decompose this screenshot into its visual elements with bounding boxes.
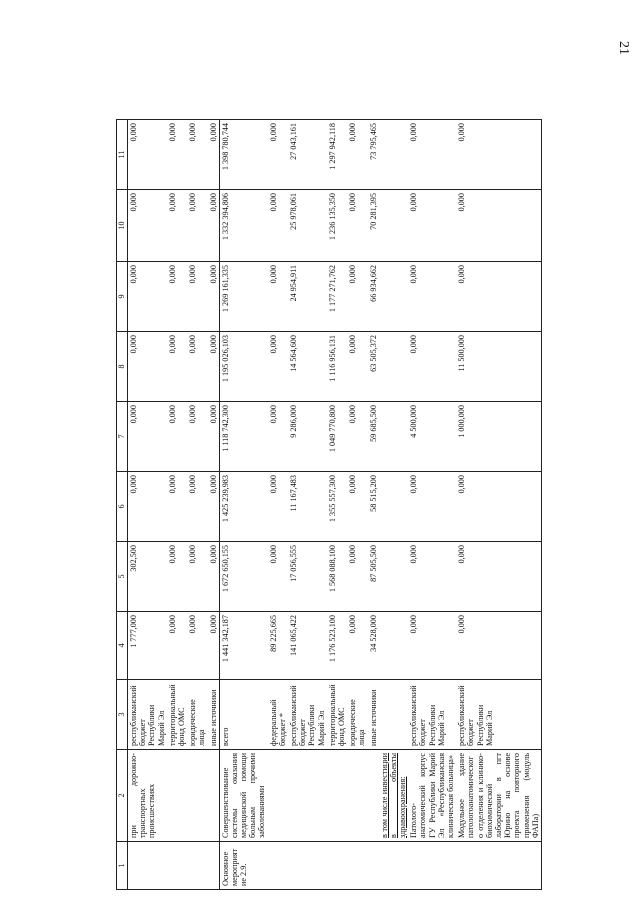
value-cell: 1 777,000 [128, 612, 167, 680]
value-cell: 0,000 [208, 402, 220, 472]
table-row [379, 120, 409, 890]
value-cell: 0,000 [408, 262, 456, 332]
value-cell: 0,000 [208, 332, 220, 402]
value-cell: 0,000 [128, 190, 167, 262]
value-cell: 0,000 [408, 120, 456, 190]
value-cell: 0,000 [408, 472, 456, 542]
table-row [187, 120, 207, 890]
value-cell: 1 425 239,983 [219, 472, 267, 542]
measure-cell [208, 842, 220, 890]
value-cell: 1 000,000 [456, 402, 541, 472]
value-cell: 9 286,000 [288, 402, 327, 472]
table-row [219, 120, 267, 890]
value-cell [379, 332, 409, 402]
measure-cell [347, 842, 367, 890]
value-cell: 0,000 [208, 612, 220, 680]
value-cell: 0,000 [268, 402, 288, 472]
value-cell: 0,000 [208, 472, 220, 542]
column-header-2: 2 [117, 750, 128, 842]
measure-cell [327, 842, 347, 890]
value-cell: 0,000 [187, 190, 207, 262]
value-cell: 0,000 [268, 472, 288, 542]
column-header-7: 7 [117, 402, 128, 472]
source-cell: иные источники [368, 680, 379, 750]
value-cell: 0,000 [347, 402, 367, 472]
value-cell: 0,000 [208, 542, 220, 612]
column-header-8: 8 [117, 332, 128, 402]
description-cell [208, 750, 220, 842]
column-header-6: 6 [117, 472, 128, 542]
value-cell: 0,000 [268, 262, 288, 332]
value-cell: 0,000 [456, 472, 541, 542]
source-cell: всего [219, 680, 267, 750]
value-cell: 1 195 026,103 [219, 332, 267, 402]
value-cell: 27 043,161 [288, 120, 327, 190]
measure-cell [268, 842, 288, 890]
value-cell: 0,000 [167, 472, 187, 542]
value-cell: 0,000 [187, 472, 207, 542]
measure-cell [128, 842, 167, 890]
value-cell [379, 542, 409, 612]
value-cell: 0,000 [408, 190, 456, 262]
value-cell: 0,000 [187, 542, 207, 612]
value-cell: 0,000 [268, 332, 288, 402]
value-cell: 0,000 [167, 262, 187, 332]
source-cell: юридические лица [187, 680, 207, 750]
value-cell: 0,000 [187, 332, 207, 402]
measure-cell [368, 842, 379, 890]
column-header-3: 3 [117, 680, 128, 750]
measure-cell [379, 842, 409, 890]
value-cell: 0,000 [268, 190, 288, 262]
value-cell: 1 049 770,800 [327, 402, 347, 472]
value-cell: 0,000 [408, 332, 456, 402]
description-cell: при дорожно-транспортных происшествиях [128, 750, 167, 842]
value-cell: 0,000 [347, 262, 367, 332]
value-cell: 24 954,911 [288, 262, 327, 332]
value-cell: 1 177 271,762 [327, 262, 347, 332]
measure-cell [187, 842, 207, 890]
value-cell: 0,000 [167, 542, 187, 612]
value-cell: 0,000 [208, 190, 220, 262]
value-cell: 0,000 [347, 542, 367, 612]
table-row [347, 120, 367, 890]
table-body [128, 120, 542, 890]
source-cell: юридические лица [347, 680, 367, 750]
table-row [208, 120, 220, 890]
source-cell: республиканский бюджет Республики Марий Эл [408, 680, 456, 750]
table-row [456, 120, 541, 890]
column-header-4: 4 [117, 612, 128, 680]
value-cell: 1 176 523,100 [327, 612, 347, 680]
value-cell: 0,000 [347, 612, 367, 680]
description-cell: в том числе инвестиции в объекты здравоохранения: [379, 750, 409, 842]
value-cell [379, 612, 409, 680]
value-cell: 63 505,372 [368, 332, 379, 402]
table-row [167, 120, 187, 890]
value-cell: 1 441 342,187 [219, 612, 267, 680]
value-cell: 0,000 [167, 402, 187, 472]
table-row [128, 120, 167, 890]
table-row [288, 120, 327, 890]
description-cell [268, 750, 288, 842]
value-cell [379, 262, 409, 332]
value-cell: 0,000 [268, 120, 288, 190]
value-cell: 87 505,500 [368, 542, 379, 612]
value-cell: 0,000 [128, 332, 167, 402]
description-cell [327, 750, 347, 842]
source-cell: территориальный фонд ОМС [167, 680, 187, 750]
column-header-10: 10 [117, 190, 128, 262]
value-cell: 1 269 161,335 [219, 262, 267, 332]
description-cell [187, 750, 207, 842]
measure-cell [288, 842, 327, 890]
value-cell: 89 225,665 [268, 612, 288, 680]
value-cell: 0,000 [347, 472, 367, 542]
value-cell: 0,000 [187, 402, 207, 472]
value-cell: 58 515,200 [368, 472, 379, 542]
description-cell: Совершенствование системы оказания медицинской помощи больным прочими заболеваниями [219, 750, 267, 842]
value-cell: 302,500 [128, 542, 167, 612]
value-cell: 0,000 [456, 190, 541, 262]
description-cell [368, 750, 379, 842]
value-cell: 1 297 942,118 [327, 120, 347, 190]
value-cell: 1 236 135,350 [327, 190, 347, 262]
value-cell: 0,000 [128, 472, 167, 542]
value-cell: 11 167,483 [288, 472, 327, 542]
description-cell [347, 750, 367, 842]
value-cell: 0,000 [408, 542, 456, 612]
value-cell: 0,000 [167, 120, 187, 190]
value-cell: 0,000 [456, 262, 541, 332]
column-header-11: 11 [117, 120, 128, 190]
value-cell: 0,000 [187, 120, 207, 190]
description-cell: Патолого-анатомический корпус ГУ Республики Марий Эл «Республиканская клиническая больница» [408, 750, 456, 842]
value-cell: 0,000 [128, 262, 167, 332]
source-cell: иные источники [208, 680, 220, 750]
description-cell [167, 750, 187, 842]
value-cell: 14 564,600 [288, 332, 327, 402]
value-cell: 0,000 [347, 332, 367, 402]
value-cell [379, 472, 409, 542]
value-cell: 0,000 [456, 542, 541, 612]
value-cell: 25 978,061 [288, 190, 327, 262]
table-row [268, 120, 288, 890]
value-cell: 0,000 [347, 120, 367, 190]
value-cell: 0,000 [187, 612, 207, 680]
value-cell: 0,000 [208, 120, 220, 190]
column-header-5: 5 [117, 542, 128, 612]
value-cell: 1 568 088,100 [327, 542, 347, 612]
value-cell: 1 332 394,806 [219, 190, 267, 262]
header-row [117, 120, 128, 890]
value-cell: 59 685,500 [368, 402, 379, 472]
source-cell: федеральный бюджет * [268, 680, 288, 750]
value-cell: 1 118 742,300 [219, 402, 267, 472]
table-row [408, 120, 456, 890]
measure-cell [167, 842, 187, 890]
value-cell: 17 056,555 [288, 542, 327, 612]
measure-cell [456, 842, 541, 890]
value-cell: 0,000 [208, 262, 220, 332]
value-cell: 0,000 [128, 402, 167, 472]
value-cell: 70 281,395 [368, 190, 379, 262]
value-cell: 0,000 [456, 120, 541, 190]
value-cell: 0,000 [128, 120, 167, 190]
value-cell: 0,000 [408, 612, 456, 680]
value-cell: 0,000 [187, 262, 207, 332]
measure-cell: Основное мероприятие 2.9. [219, 842, 267, 890]
value-cell: 34 528,000 [368, 612, 379, 680]
value-cell: 0,000 [347, 190, 367, 262]
value-cell [379, 402, 409, 472]
page-number: 21 [616, 41, 631, 55]
source-cell: республиканский бюджет Республики Марий Эл [128, 680, 167, 750]
value-cell: 1 116 956,131 [327, 332, 347, 402]
table-row [327, 120, 347, 890]
value-cell: 0,000 [167, 612, 187, 680]
value-cell: 0,000 [167, 190, 187, 262]
column-header-1: 1 [117, 842, 128, 890]
value-cell: 141 065,422 [288, 612, 327, 680]
measure-cell [408, 842, 456, 890]
budget-table [116, 119, 542, 890]
value-cell: 0,000 [456, 612, 541, 680]
value-cell: 0,000 [268, 542, 288, 612]
source-cell: территориальный фонд ОМС [327, 680, 347, 750]
value-cell: 0,000 [167, 332, 187, 402]
table-row [368, 120, 379, 890]
value-cell: 66 934,662 [368, 262, 379, 332]
source-cell [379, 680, 409, 750]
value-cell [379, 190, 409, 262]
value-cell: 1 398 780,744 [219, 120, 267, 190]
value-cell [379, 120, 409, 190]
value-cell: 1 672 650,155 [219, 542, 267, 612]
source-cell: республиканский бюджет Республики Марий Эл [288, 680, 327, 750]
value-cell: 1 355 557,300 [327, 472, 347, 542]
source-cell: республиканский бюджет Республики Марий Эл [456, 680, 541, 750]
description-cell [288, 750, 327, 842]
value-cell: 73 795,465 [368, 120, 379, 190]
value-cell: 11 500,000 [456, 332, 541, 402]
value-cell: 4 500,000 [408, 402, 456, 472]
column-header-9: 9 [117, 262, 128, 332]
rotated-table-area [116, 120, 640, 890]
description-cell: Модульное здание патологоанатомического отделения и клинико-биохимической лаборатории в пгт Юрино на основе проекта повторного применения (модуль ФАПа) [456, 750, 541, 842]
